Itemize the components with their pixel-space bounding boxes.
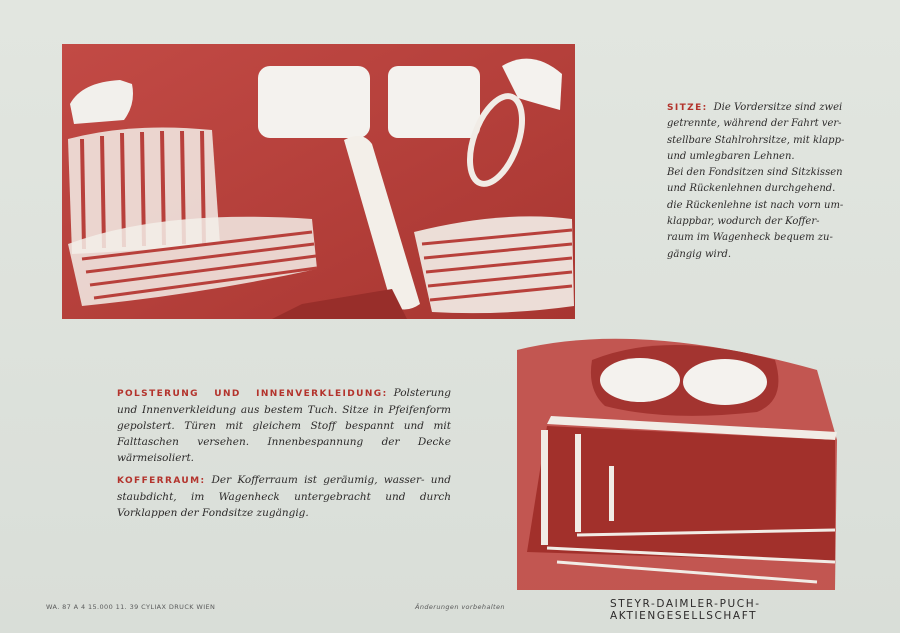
changes-note: Änderungen vorbehalten: [415, 603, 505, 611]
sitze-line: und umlegbaren Lehnen.: [667, 150, 795, 162]
kofferraum-heading: KOFFERRAUM:: [117, 476, 206, 486]
kofferraum-text: Der Kofferraum ist geräumig, wasser- und staubdicht, im Wagenheck untergebracht und durch Vorklappen der Fondsitze zugängig.: [117, 474, 451, 519]
sitze-line: Bei den Fondsitzen sind Sitzkissen: [667, 167, 843, 179]
sitze-line: und Rückenlehnen durchgehend.: [667, 183, 836, 195]
sitze-line: die Rückenlehne ist nach vorn um-: [667, 199, 844, 211]
sitze-line: gängig wird.: [667, 248, 732, 260]
sitze-line: getrennte, während der Fahrt ver-: [667, 118, 842, 130]
polsterung-heading: POLSTERUNG UND INNENVERKLEIDUNG:: [117, 389, 388, 399]
car-trunk-luggage-compartment-icon: [517, 330, 837, 590]
sitze-line: stellbare Stahlrohrsitze, mit klapp-: [667, 134, 845, 146]
upholstery-trunk-description: [117, 385, 451, 527]
sitze-line: Die Vordersitze sind zwei: [713, 102, 843, 113]
sitze-heading: SITZE:: [667, 103, 708, 113]
polsterung-text: Polsterung und Innenverkleidung aus bestem Tuch. Sitze in Pfeifenform gepolstert. Türen mit gleichem Stoff bespannt und mit Falttaschen versehen. Innenbespannung der Decke wärmeisoliert.: [117, 387, 451, 464]
sitze-line: klappbar, wodurch der Koffer-: [667, 216, 820, 228]
car-interior-illustration: [62, 44, 575, 319]
car-trunk-illustration: [517, 330, 837, 590]
sitze-line: raum im Wagenheck bequem zu-: [667, 232, 833, 244]
sitze-description: [667, 100, 871, 269]
car-interior-seats-icon: [62, 44, 575, 319]
company-name: STEYR-DAIMLER-PUCH-AKTIENGESELLSCHAFT: [610, 598, 761, 622]
print-info: WA. 87 A 4 15.000 11. 39 CYLIAX DRUCK WIEN: [46, 603, 216, 611]
